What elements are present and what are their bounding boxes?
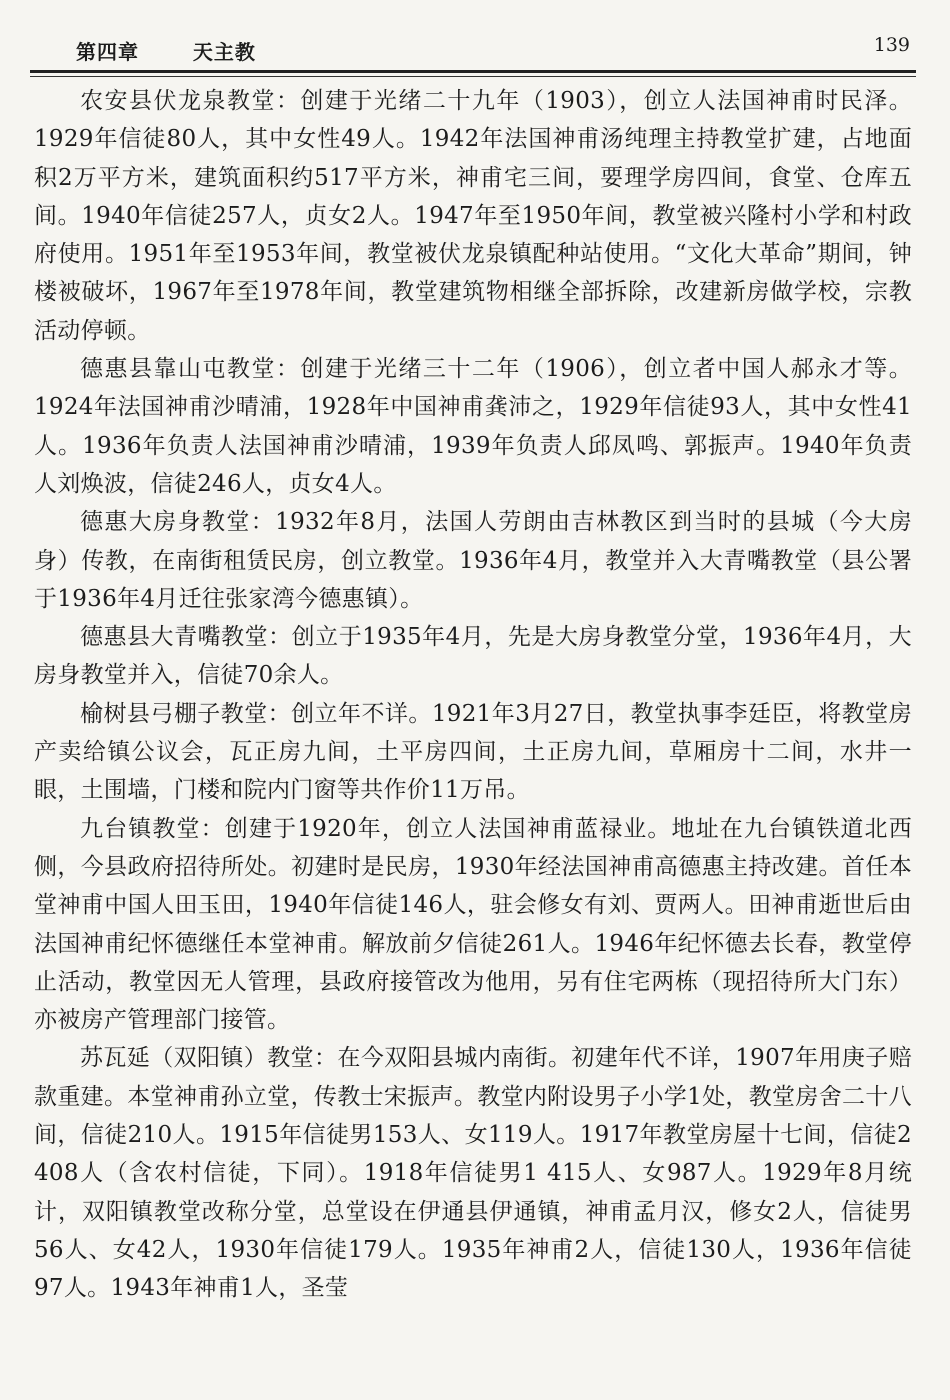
- page-number: 139: [873, 34, 910, 56]
- paragraph-daqingzui-church: 德惠县大青嘴教堂：创立于1935年4月，先是大房身教堂分堂，1936年4月，大房身教堂并入，信徒70余人。: [34, 624, 912, 689]
- body-text: [34, 82, 912, 1308]
- header-rule-thin: [30, 76, 916, 77]
- paragraph-jiutai-church: 九台镇教堂：创建于1920年，创立人法国神甫蓝禄业。地址在九台镇铁道北西侧，今县政府招待所处。初建时是民房，1930年经法国神甫高德惠主持改建。首任本堂神甫中国人田玉田，1940年信徒146人，驻会修女有刘、贾两人。田神甫逝世后由法国神甫纪怀德继任本堂神甫。解放前夕信徒261人。1946年纪怀德去长春，教堂停止活动，教堂因无人管理，县政府接管改为他用，另有住宅两栋（现招待所大门东）亦被房产管理部门接管。: [34, 815, 912, 1034]
- paragraph-suwayan-church: 苏瓦延（双阳镇）教堂：在今双阳县城内南街。初建年代不详，1907年用庚子赔款重建。本堂神甫孙立堂，传教士宋振声。教堂内附设男子小学1处，教堂房舍二十八间，信徒210人。1915年信徒男153人、女119人。1917年教堂房屋十七间，信徒2 408人（含农村信徒，下同）。1918年信徒男1 415人、女987人。1929年8月统计，双阳镇教堂改称分堂，总堂设在伊通县伊通镇，神甫孟月汉，修女2人，信徒男56人、女42人，1930年信徒179人。1935年神甫2人，信徒130人，1936年信徒97人。1943年神甫1人，圣莹: [34, 1045, 912, 1302]
- paragraph-dafangshen-church: 德惠大房身教堂：1932年8月，法国人劳朗由吉林教区到当时的县城（今大房身）传教，在南街租赁民房，创立教堂。1936年4月，教堂并入大青嘴教堂（县公署于1936年4月迁往张家湾今德惠镇）。: [34, 509, 912, 612]
- paragraph-gongpengzi-church: 榆树县弓棚子教堂：创立年不详。1921年3月27日，教堂执事李廷臣，将教堂房产卖给镇公议会，瓦正房九间，土平房四间，土正房九间，草厢房十二间，水井一眼，土围墙，门楼和院内门窗等共作价11万吊。: [34, 700, 912, 804]
- chapter-title: 第四章 天主教: [76, 40, 256, 64]
- page-header: [36, 30, 914, 70]
- paragraph-kaoshantun-church: 德惠县靠山屯教堂：创建于光绪三十二年（1906），创立者中国人郝永才等。1924年法国神甫沙晴浦，1928年中国神甫龚沛之，1929年信徒93人，其中女性41人。1936年负责人法国神甫沙晴浦，1939年负责人邱凤鸣、郭振声。1940年负责人刘焕波，信徒246人，贞女4人。: [34, 356, 912, 497]
- header-rule-thick: [30, 70, 916, 73]
- paragraph-fulongquan-church: 农安县伏龙泉教堂：创建于光绪二十九年（1903），创立人法国神甫时民泽。1929年信徒80人，其中女性49人。1942年法国神甫汤纯理主持教堂扩建，占地面积2万平方米，建筑面积约517平方米，神甫宅三间，要理学房四间，食堂、仓库五间。1940年信徒257人，贞女2人。1947年至1950年间，教堂被兴隆村小学和村政府使用。1951年至1953年间，教堂被伏龙泉镇配种站使用。“文化大革命”期间，钟楼被破坏，1967年至1978年间，教堂建筑物相继全部拆除，改建新房做学校，宗教活动停顿。: [34, 88, 912, 344]
